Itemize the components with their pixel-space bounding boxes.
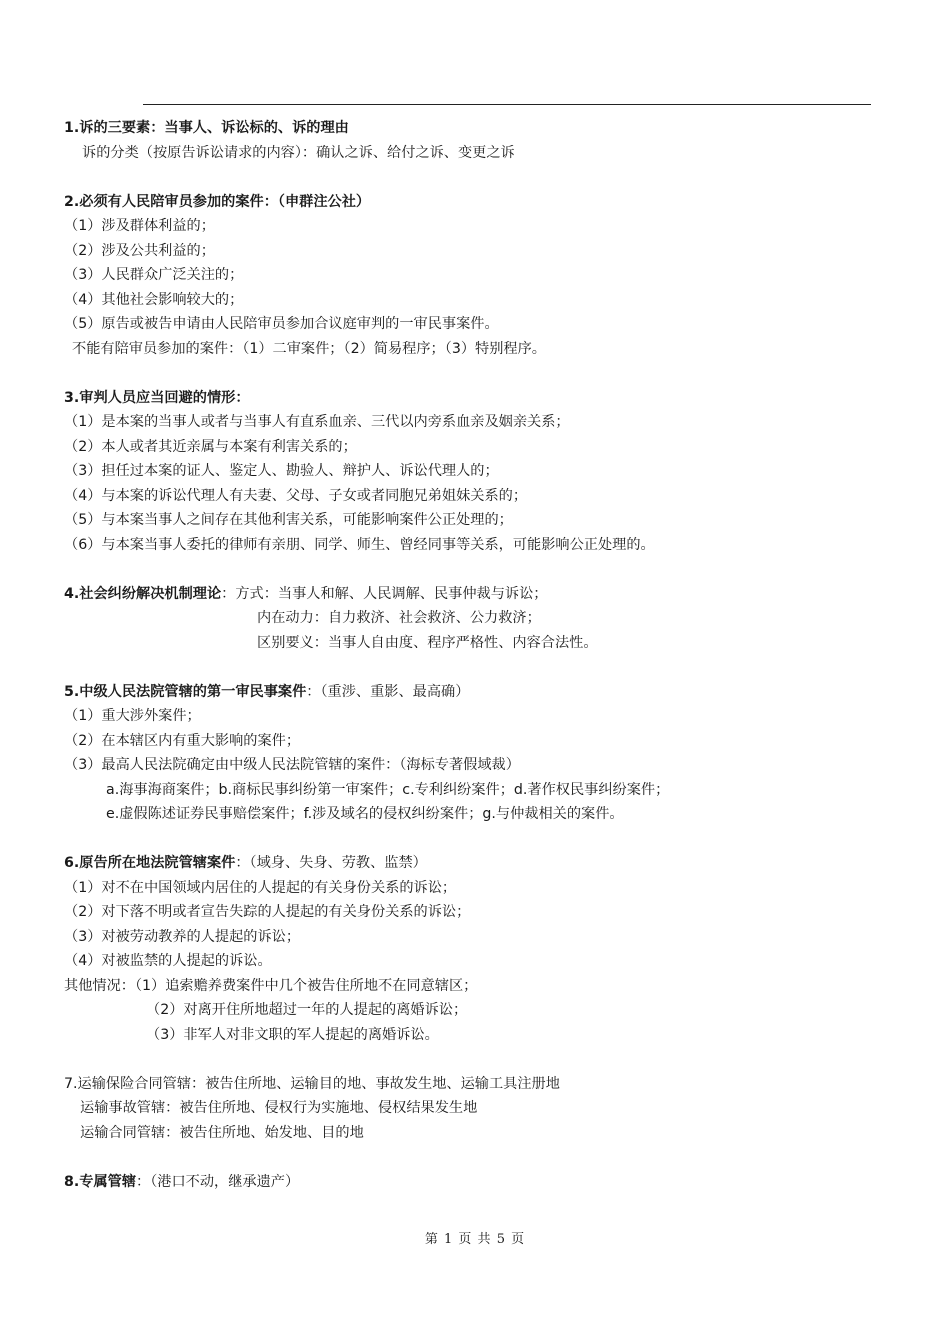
section-5-item: （1）重大涉外案件； xyxy=(64,708,201,724)
section-5-example: a.海事海商案件；b.商标民事纠纷第一审案件；c.专利纠纷案件；d.著作权民事纠纷案件； xyxy=(106,781,670,798)
section-3-item: （6）与本案当事人委托的律师有亲朋、同学、师生、曾经同事等关系，可能影响公正处理的。 xyxy=(64,536,655,553)
section-8-title-suffix: ：（港口不动，继承遗产） xyxy=(136,1173,300,1190)
section-6-other: 其他情况：（1）追索赡养费案件中几个被告住所地不在同意辖区； xyxy=(64,977,478,994)
section-7-line: 运输事故管辖：被告住所地、侵权行为实施地、侵权结果发生地 xyxy=(80,1100,478,1116)
header-rule xyxy=(143,104,871,105)
section-3-title: 3.审判人员应当回避的情形： xyxy=(64,389,250,406)
section-2-title: 2.必须有人民陪审员参加的案件：（申群注公社） xyxy=(64,193,371,210)
spacer xyxy=(64,655,884,680)
section-4-title-line xyxy=(64,582,884,607)
section-6-other: （3）非军人对非文职的军人提起的离婚诉讼。 xyxy=(146,1026,439,1043)
section-5-example: e.虚假陈述证券民事赔偿案件；f.涉及域名的侵权纠纷案件；g.与仲裁相关的案件。 xyxy=(106,806,624,822)
section-3-item: （1）是本案的当事人或者与当事人有直系血亲、三代以内旁系血亲及姻亲关系； xyxy=(64,414,570,430)
section-2-item: （5）原告或被告申请由人民陪审员参加合议庭审判的一审民事案件。 xyxy=(64,316,499,332)
section-4-title-suffix: ：方式：当事人和解、人民调解、民事仲裁与诉讼； xyxy=(221,585,548,602)
section-6-title-line xyxy=(64,851,884,876)
section-6-item: （4）对被监禁的人提起的诉讼。 xyxy=(64,953,272,969)
section-5-item: （2）在本辖区内有重大影响的案件； xyxy=(64,732,301,749)
spacer xyxy=(64,165,884,190)
spacer xyxy=(64,557,884,582)
document-body xyxy=(64,116,884,1194)
section-1-title: 1.诉的三要素：当事人、诉讼标的、诉的理由 xyxy=(64,120,349,136)
section-7-line: 运输合同管辖：被告住所地、始发地、目的地 xyxy=(80,1124,364,1141)
section-7-line: 7.运输保险合同管辖：被告住所地、运输目的地、事故发生地、运输工具注册地 xyxy=(64,1075,560,1092)
section-2-item: （4）其他社会影响较大的； xyxy=(64,291,244,308)
section-3-item: （5）与本案当事人之间存在其他利害关系，可能影响案件公正处理的； xyxy=(64,512,513,528)
section-1-subtitle: 诉的分类（按原告诉讼请求的内容）：确认之诉、给付之诉、变更之诉 xyxy=(82,144,515,161)
section-4-title: 4.社会纠纷解决机制理论 xyxy=(64,585,222,602)
section-3-item: （2）本人或者其近亲属与本案有利害关系的； xyxy=(64,438,357,455)
section-6-item: （1）对不在中国领域内居住的人提起的有关身份关系的诉讼； xyxy=(64,879,457,896)
section-5-title-line xyxy=(64,680,884,705)
section-5-title: 5.中级人民法院管辖的第一审民事案件 xyxy=(64,683,307,700)
section-6-other: （2）对离开住所地超过一年的人提起的离婚诉讼； xyxy=(146,1002,468,1018)
spacer xyxy=(64,1047,884,1072)
section-5-item: （3）最高人民法院确定由中级人民法院管辖的案件：（海标专著假域裁） xyxy=(64,757,520,773)
section-6-title: 6.原告所在地法院管辖案件 xyxy=(64,855,236,871)
section-4-line: 内在动力：自力救济、社会救济、公力救济； xyxy=(257,610,541,626)
section-8-title-line xyxy=(64,1170,884,1195)
page-number: 第 1 页 共 5 页 xyxy=(424,1232,526,1247)
spacer xyxy=(64,1145,884,1170)
section-2-item: （2）涉及公共利益的； xyxy=(64,242,215,259)
section-6-item: （2）对下落不明或者宣告失踪的人提起的有关身份关系的诉讼； xyxy=(64,904,471,920)
section-2-note: 不能有陪审员参加的案件：（1）二审案件；（2）简易程序；（3）特别程序。 xyxy=(72,340,546,357)
section-2-item: （3）人民群众广泛关注的； xyxy=(64,267,244,283)
section-2-item: （1）涉及群体利益的； xyxy=(64,218,215,234)
section-8-title: 8.专属管辖 xyxy=(64,1173,137,1190)
section-3-item: （3）担任过本案的证人、鉴定人、勘验人、辩护人、诉讼代理人的； xyxy=(64,463,499,479)
section-5-title-suffix: ：（重涉、重影、最高确） xyxy=(306,683,470,700)
section-3-item: （4）与本案的诉讼代理人有夫妻、父母、子女或者同胞兄弟姐妹关系的； xyxy=(64,487,528,504)
section-6-title-suffix: ：（域身、失身、劳教、监禁） xyxy=(235,855,427,871)
spacer xyxy=(64,827,884,852)
section-6-item: （3）对被劳动教养的人提起的诉讼； xyxy=(64,928,301,945)
section-4-line: 区别要义：当事人自由度、程序严格性、内容合法性。 xyxy=(257,634,598,651)
spacer xyxy=(64,361,884,386)
